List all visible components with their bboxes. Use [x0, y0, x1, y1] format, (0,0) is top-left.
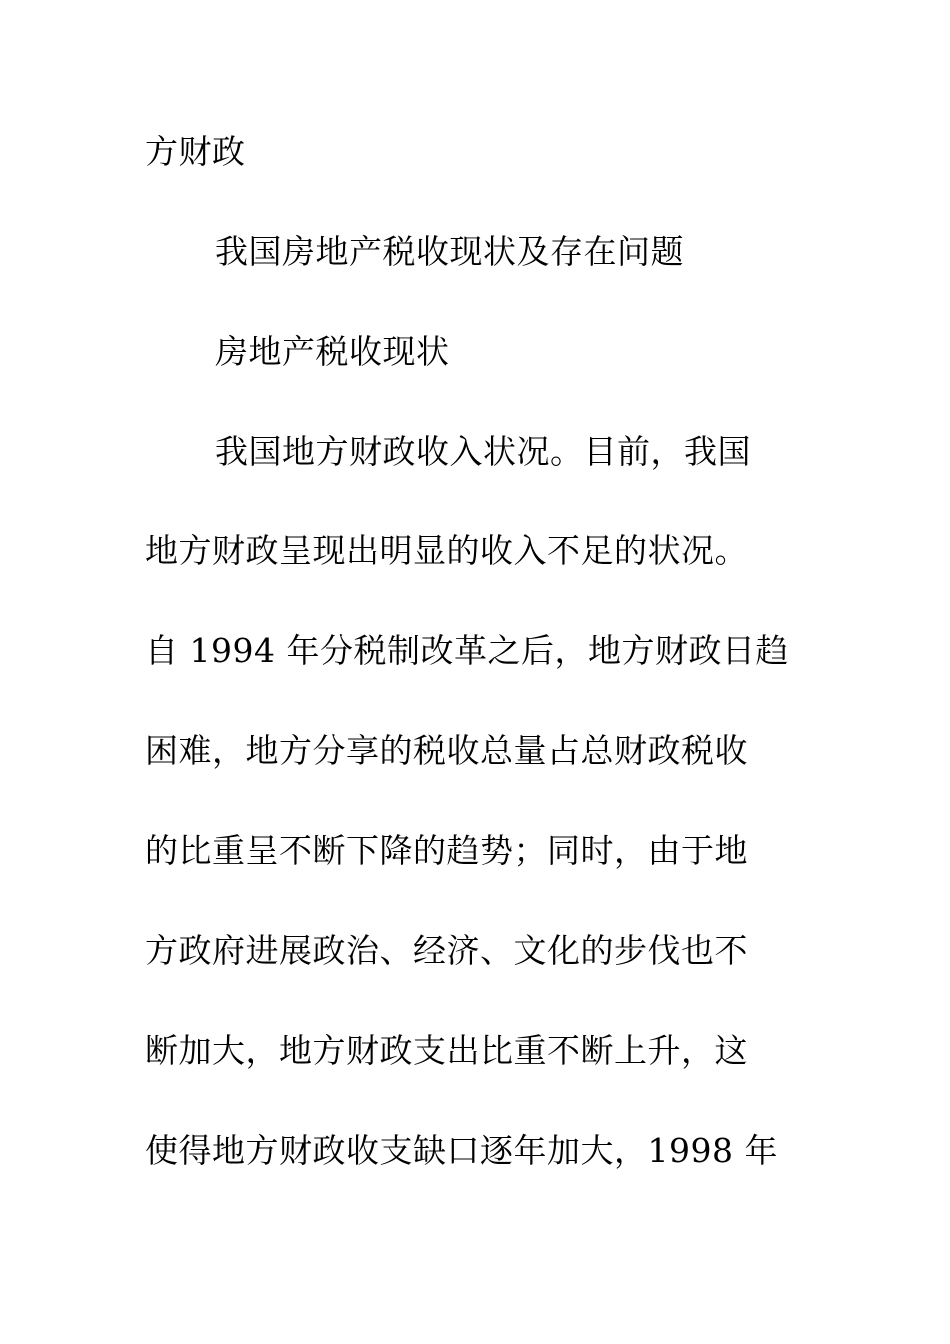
paragraph-line: 我国地方财政收入状况。目前，我国 [215, 432, 751, 471]
paragraph-line: 自 1994 年分税制改革之后，地方财政日趋 [145, 631, 789, 670]
paragraph-line: 方政府进展政治、经济、文化的步伐也不 [145, 931, 748, 970]
paragraph-line: 困难，地方分享的税收总量占总财政税收 [145, 731, 748, 770]
paragraph-line: 地方财政呈现出明显的收入不足的状况。 [145, 531, 748, 570]
subsection-heading: 房地产税收现状 [215, 332, 450, 371]
section-heading: 我国房地产税收现状及存在问题 [215, 232, 684, 271]
paragraph-line: 的比重呈不断下降的趋势；同时，由于地 [145, 831, 748, 870]
text-line-continuation: 方财政 [145, 132, 246, 171]
paragraph-line: 使得地方财政收支缺口逐年加大，1998 年 [145, 1131, 778, 1170]
paragraph-line: 断加大，地方财政支出比重不断上升，这 [145, 1031, 748, 1070]
